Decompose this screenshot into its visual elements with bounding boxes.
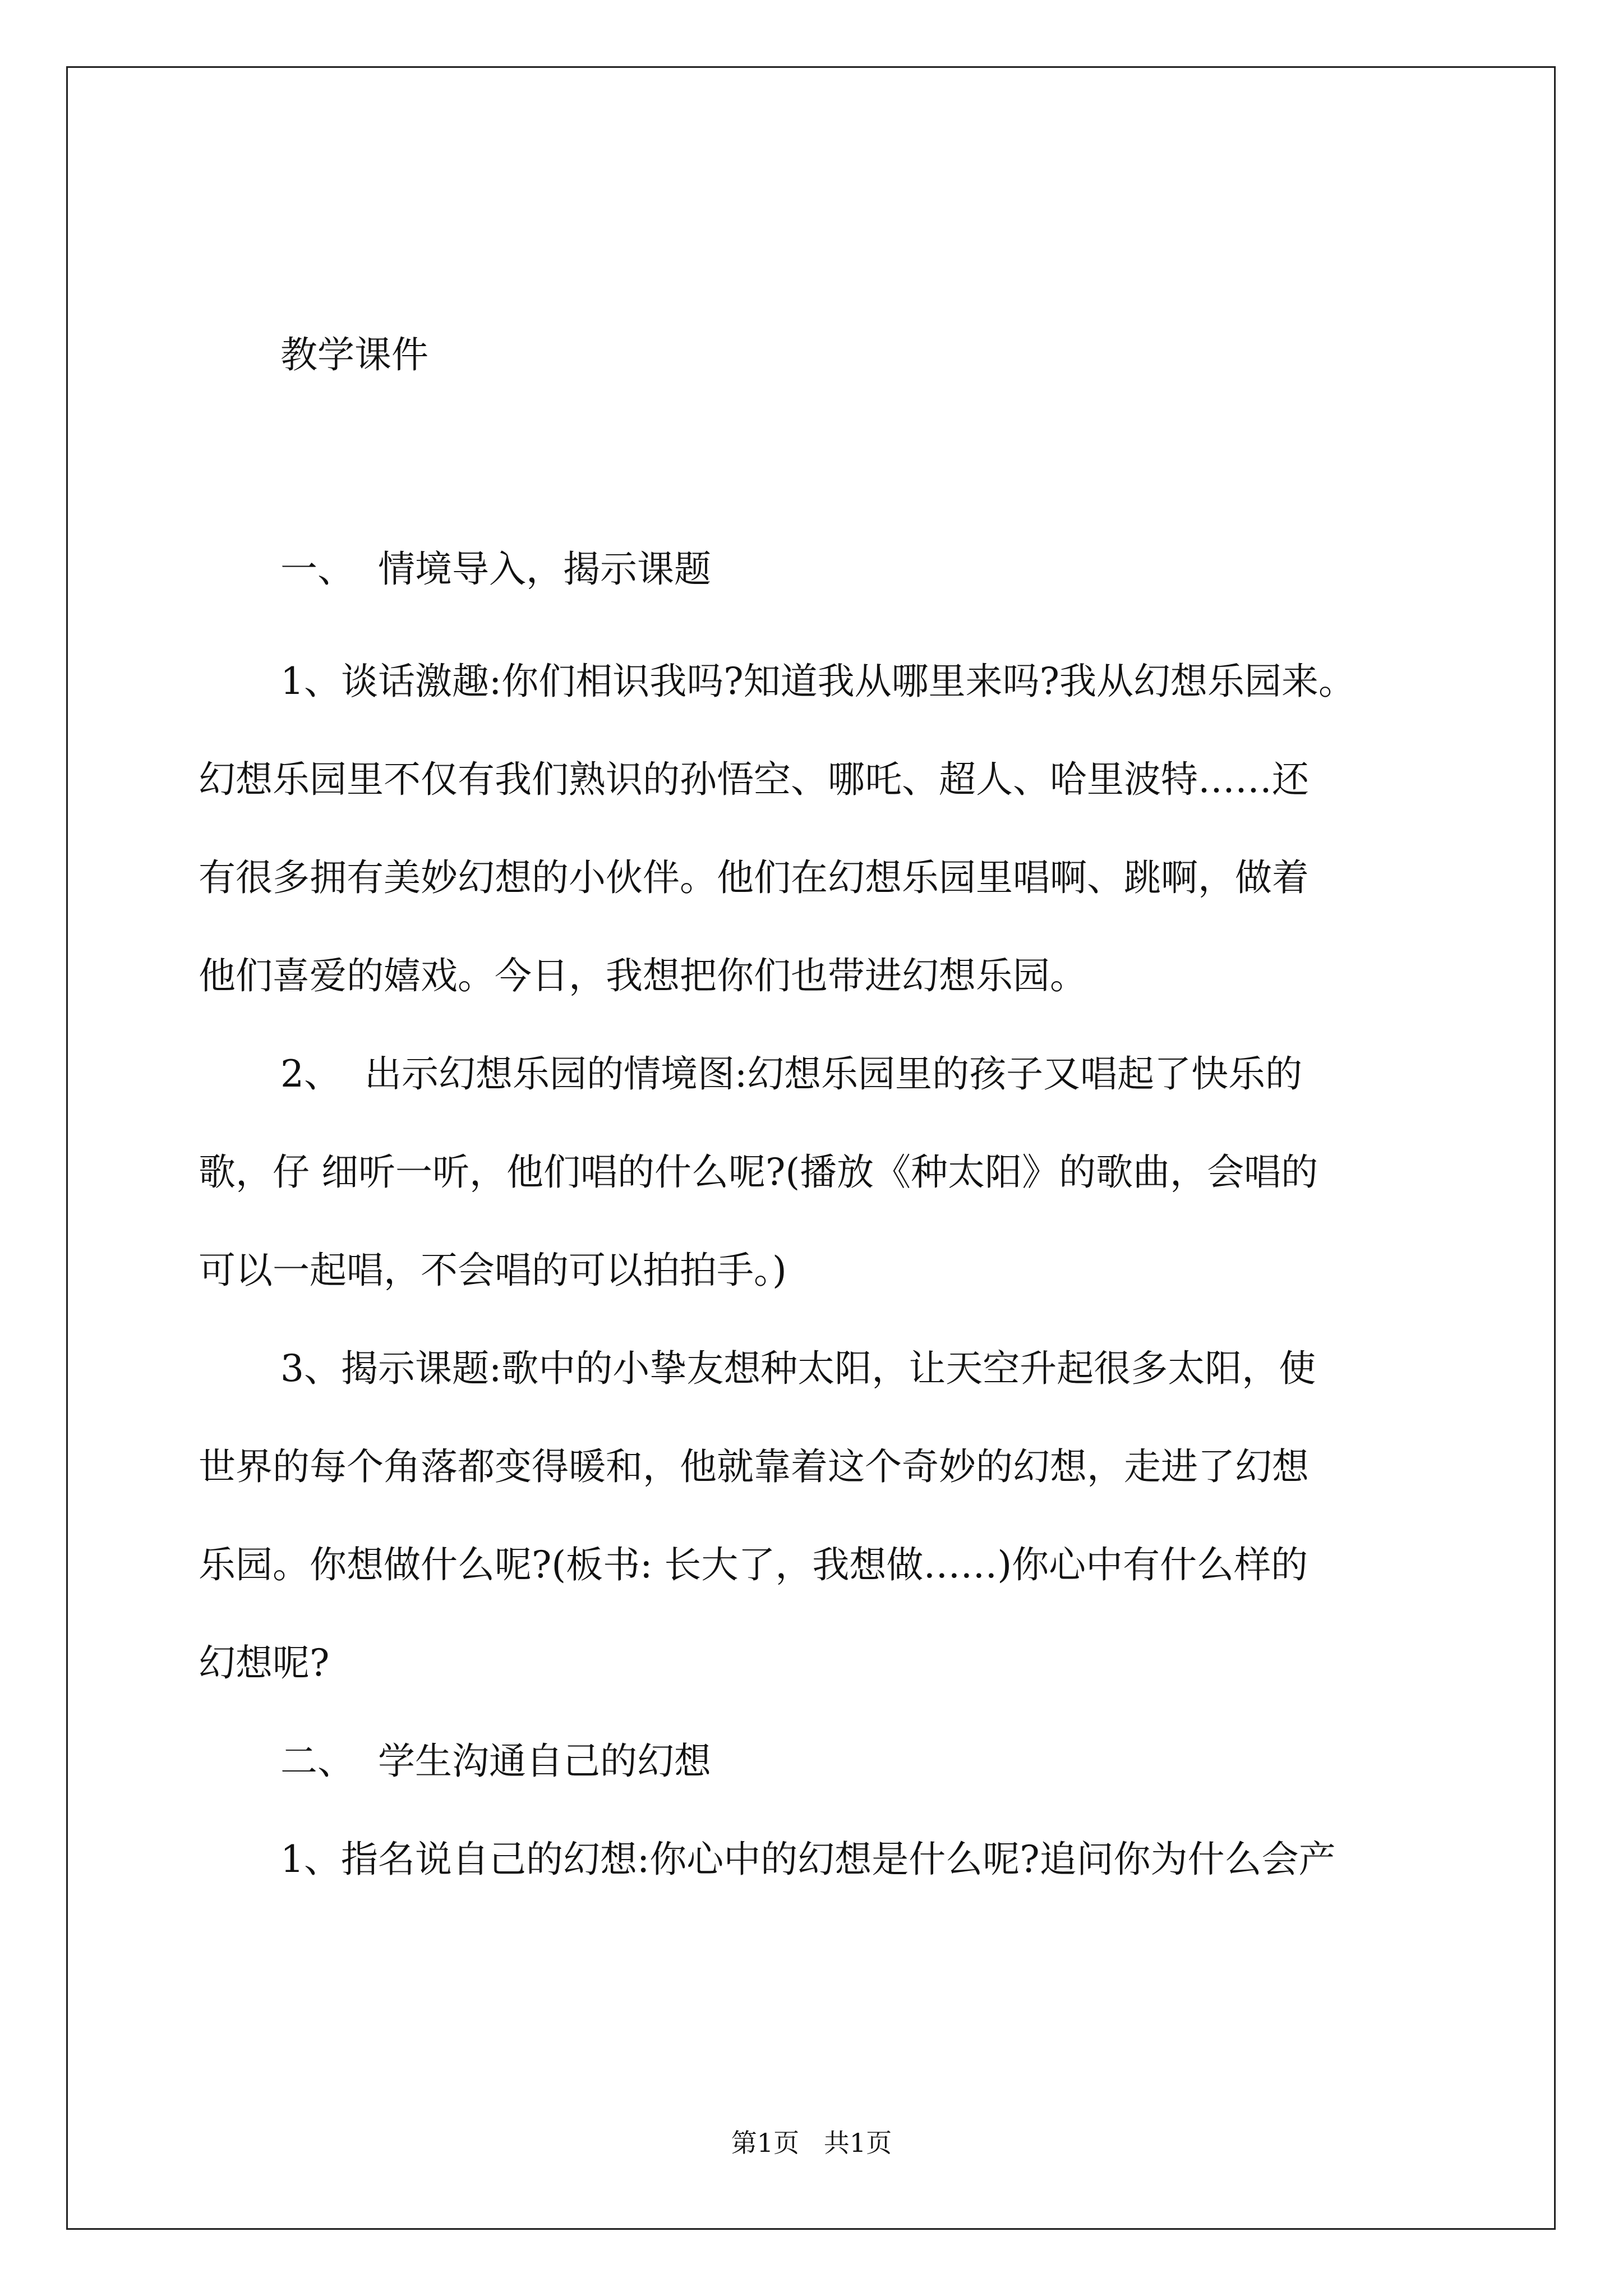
paragraph-line: 2、 出示幻想乐园的情境图:幻想乐园里的孩子又唱起了快乐的 bbox=[280, 1052, 1303, 1096]
paragraph-line: 1、谈话激趣:你们相识我吗?知道我从哪里来吗?我从幻想乐园来。 bbox=[280, 660, 1355, 703]
section-heading-2: 二、 学生沟通自己的幻想 bbox=[280, 1740, 711, 1783]
paragraph-line: 幻想乐园里不仅有我们熟识的孙悟空、哪吒、超人、哈里波特……还 bbox=[199, 758, 1309, 801]
paragraph-line: 可以一起唱，不会唱的可以拍拍手。) bbox=[199, 1249, 787, 1292]
paragraph-line: 1、指名说自己的幻想:你心中的幻想是什么呢?追问你为什么会产 bbox=[280, 1838, 1336, 1881]
section-heading-1: 一、 情境导入，揭示课题 bbox=[280, 547, 711, 591]
document-title: 教学课件 bbox=[280, 333, 428, 376]
paragraph-line: 有很多拥有美妙幻想的小伙伴。他们在幻想乐园里唱啊、跳啊，做着 bbox=[199, 856, 1309, 899]
paragraph-line: 乐园。你想做什么呢?(板书: 长大了，我想做……)你心中有什么样的 bbox=[199, 1543, 1308, 1586]
paragraph-line: 世界的每个角落都变得暖和，他就靠着这个奇妙的幻想，走进了幻想 bbox=[199, 1445, 1309, 1488]
paragraph-line: 歌，仔 细听一听，他们唱的什么呢?(播放《种太阳》的歌曲，会唱的 bbox=[199, 1151, 1318, 1194]
paragraph-line: 3、揭示课题:歌中的小挚友想种太阳，让天空升起很多太阳，使 bbox=[280, 1347, 1316, 1390]
paragraph-line: 幻想呢? bbox=[199, 1641, 330, 1685]
page-footer: 第1页 共1页 bbox=[731, 2128, 892, 2158]
paragraph-line: 他们喜爱的嬉戏。今日，我想把你们也带进幻想乐园。 bbox=[199, 954, 1087, 997]
